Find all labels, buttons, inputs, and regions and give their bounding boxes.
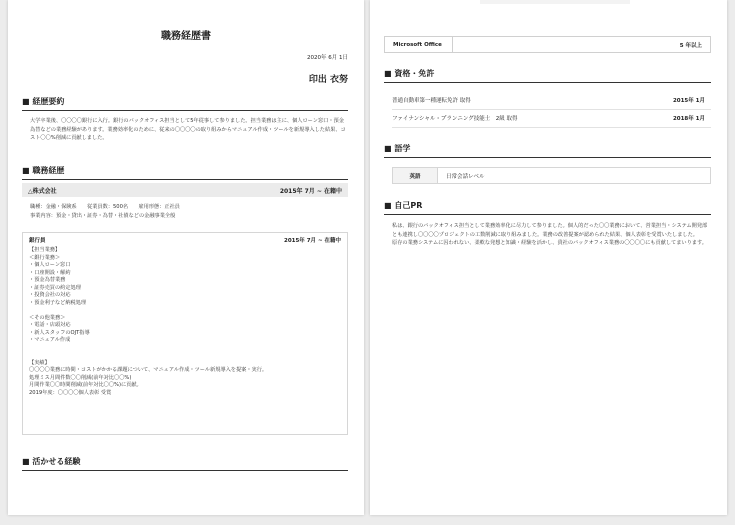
qualifications-heading: ■ 資格・免許 bbox=[384, 68, 711, 83]
document-title: 職務経歴書 bbox=[161, 31, 211, 42]
software-row bbox=[384, 36, 711, 53]
language-name: 英語 bbox=[393, 168, 438, 183]
language-row bbox=[392, 167, 711, 184]
qualification-year: 2018年 1月 bbox=[672, 116, 705, 122]
resume-page-1 bbox=[8, 0, 364, 515]
company-info-1: 職種：金融・保険系 従業員数：500名 雇用形態：正社員 bbox=[30, 204, 180, 210]
job-title: 銀行員 bbox=[29, 238, 46, 244]
job-detail-box bbox=[22, 232, 348, 435]
skills-heading: ■ 活かせる経験 bbox=[22, 456, 348, 471]
company-name: △株式会社 bbox=[28, 187, 57, 195]
page-top-strip bbox=[480, 0, 630, 4]
qualification-name: 普通自動車第一種運転免許 取得 bbox=[392, 98, 471, 104]
job-period: 2015年 7月 ~ 在籍中 bbox=[284, 238, 341, 244]
software-name: Microsoft Office bbox=[385, 37, 453, 52]
self-pr-heading: ■ 自己PR bbox=[384, 200, 711, 215]
job-description: 【担当業務】 ＜銀行業務＞ ・個人ローン窓口 ・口座開設・解約 ・預金為替業務 ・証券売買の約定処理 ・投資会社の対応 ・預金利子など納税処理 ＜その他業務＞ ・電話・店頭対応 ・新人スタッフのOJT指導 ・マニュアル作成 【実績】 〇〇〇〇業務に時間・コストがかかる課題について、マニュアル作成・ツール新規導入を提案・実行。 処理ミス月間件数〇〇削減(前年対比〇〇%) 月間作業〇〇時間削減(前年対比〇〇%)に貢献。 2019年度：〇〇〇〇個人表彰 受賞 bbox=[29, 247, 268, 396]
language-heading: ■ 語学 bbox=[384, 143, 711, 158]
document-date: 2020年 6月 1日 bbox=[307, 55, 348, 61]
job-header bbox=[29, 236, 341, 244]
applicant-name: 印出 衣努 bbox=[308, 75, 348, 85]
company-bar bbox=[22, 183, 348, 197]
resume-page-2 bbox=[370, 0, 727, 515]
summary-text: 大学卒業後、〇〇〇〇銀行に入行。銀行のバックオフィス担当として5年従事して参りました。担当業務は主に、個人ローン窓口・預金為替などの業務経験があります。業務効率化のために、従来の〇〇〇〇の取り組みからマニュアル作成・ツールを新規導入した結果、コスト〇〇%削減に貢献しました。 bbox=[30, 118, 346, 142]
software-level: 5 年以上 bbox=[679, 42, 702, 49]
qualification-name: ファイナンシャル・プランニング技能士 2級 取得 bbox=[392, 116, 518, 122]
career-heading: ■ 職務経歴 bbox=[22, 165, 348, 180]
qualification-row bbox=[392, 114, 711, 128]
company-period: 2015年 7月 ~ 在籍中 bbox=[279, 187, 342, 195]
company-info-2: 事業内容：預金・貸出・証券・為替・社債などの金融事業全般 bbox=[30, 213, 176, 219]
qualification-row bbox=[392, 96, 711, 110]
self-pr-text: 私は、銀行のバックオフィス担当として業務効率化に尽力して参りました。個人的だった〇〇業務において、営業担当・システム開発部とも連携し〇〇〇〇プロジェクトの工数削減に取り組みました。業務の改善提案が認められた結果、個人表彰を受賞いたしました。 原存の業務システムに囚われない、柔軟な発想と知識・経験を活かし、貴社のバックオフィス業務の〇〇〇〇にも貢献してまいります。 bbox=[392, 223, 708, 247]
language-level: 日常会話レベル bbox=[446, 173, 485, 180]
qualification-year: 2015年 1月 bbox=[672, 98, 705, 104]
summary-heading: ■ 経歴要約 bbox=[22, 96, 348, 111]
